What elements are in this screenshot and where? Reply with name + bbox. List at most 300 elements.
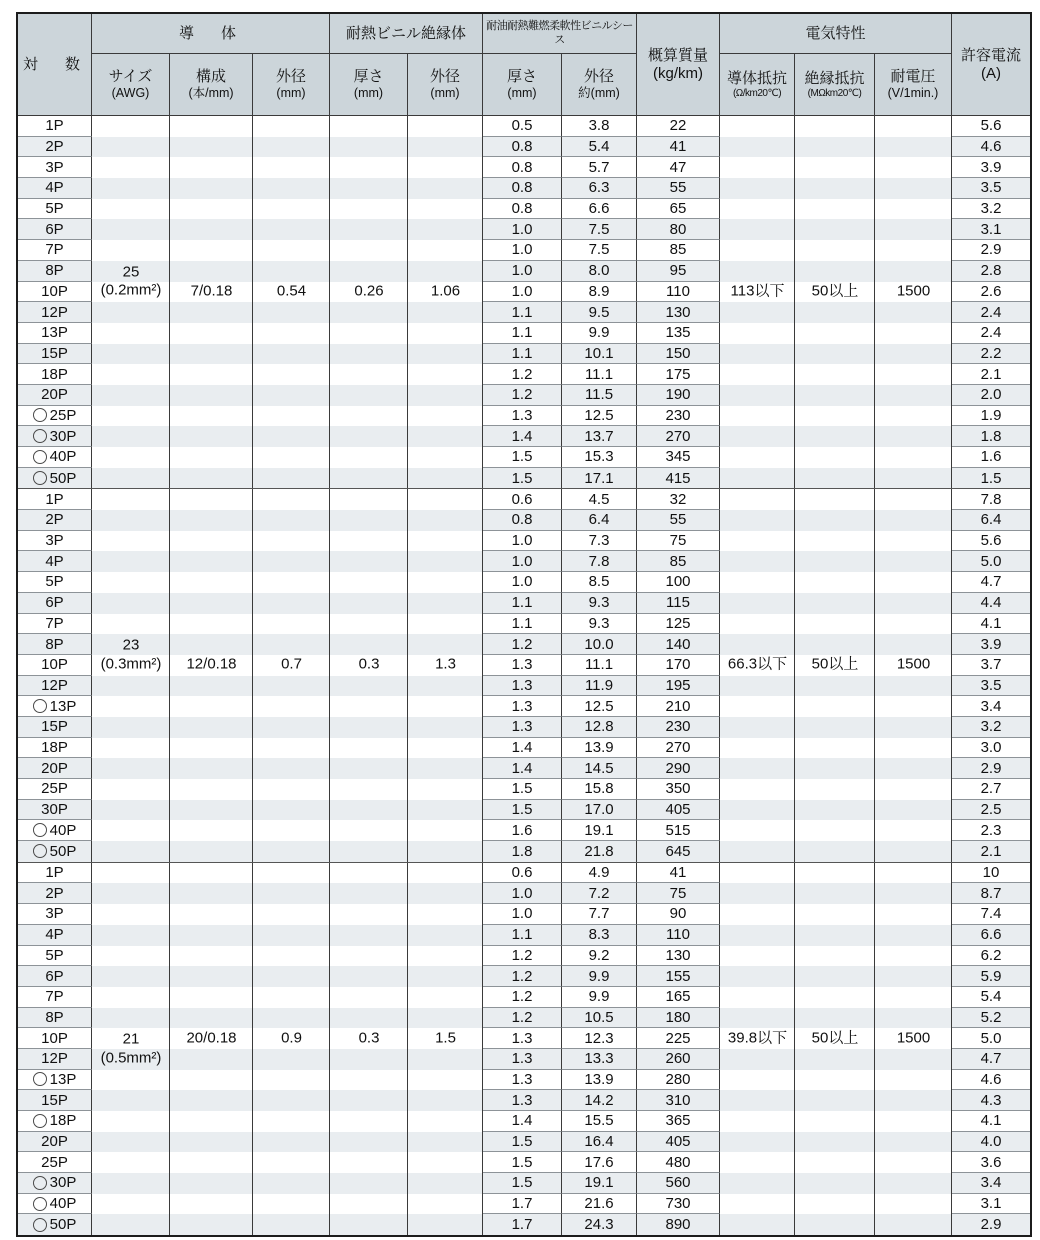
- merged-cell: [720, 219, 795, 240]
- merged-cell: [92, 489, 170, 510]
- mass-cell: 515: [637, 820, 720, 841]
- merged-cell: [875, 779, 952, 800]
- merged-cell: [720, 655, 795, 676]
- mass-cell: 95: [637, 261, 720, 282]
- merged-cell: [795, 1132, 875, 1153]
- pair-count-label: 2P: [45, 511, 64, 529]
- merged-cell: [720, 593, 795, 614]
- merged-cell: [253, 240, 330, 261]
- merged-cell: [408, 1070, 483, 1091]
- merged-cell: [720, 1008, 795, 1029]
- merged-cell: [875, 863, 952, 884]
- mass-cell: 65: [637, 199, 720, 220]
- mass-cell: 150: [637, 344, 720, 365]
- mass-cell: 41: [637, 137, 720, 158]
- merged-cell: [720, 1152, 795, 1173]
- current-cell: 2.4: [952, 323, 1030, 344]
- insulation-resistance-value: 50以上: [811, 1029, 859, 1047]
- insulation-od-value: 1.3: [435, 655, 456, 673]
- merged-cell: [253, 385, 330, 406]
- merged-cell: [253, 302, 330, 323]
- pair-block-1: [18, 116, 1030, 488]
- table-row: [18, 987, 1030, 1008]
- merged-cell: [92, 738, 170, 759]
- merged-cell: [875, 1090, 952, 1111]
- table-row: [18, 696, 1030, 717]
- merged-cell: [170, 468, 253, 489]
- merged-cell: [408, 1111, 483, 1132]
- header-pair-count: 対 数: [18, 14, 92, 116]
- merged-cell: [795, 904, 875, 925]
- sheath-od-cell: 14.2: [562, 1090, 637, 1111]
- merged-cell: [720, 406, 795, 427]
- merged-cell: [253, 946, 330, 967]
- merged-cell: [408, 966, 483, 987]
- merged-cell: [720, 531, 795, 552]
- sheath-od-cell: 11.9: [562, 676, 637, 697]
- merged-cell: [92, 883, 170, 904]
- merged-cell: [795, 841, 875, 862]
- merged-cell: [330, 1132, 408, 1153]
- merged-cell: [330, 1049, 408, 1070]
- merged-cell: [408, 676, 483, 697]
- insulation-thickness-value: 0.3: [358, 1029, 380, 1047]
- pair-count-cell: [18, 468, 92, 489]
- current-cell: 4.0: [952, 1132, 1030, 1153]
- merged-cell: [875, 426, 952, 447]
- merged-cell: [795, 655, 875, 676]
- sheath-thickness-cell: 1.0: [483, 219, 562, 240]
- merged-cell: [92, 510, 170, 531]
- merged-cell: [92, 551, 170, 572]
- mass-cell: 270: [637, 426, 720, 447]
- pair-count-cell: [18, 199, 92, 220]
- merged-cell: [795, 634, 875, 655]
- merged-cell: [875, 738, 952, 759]
- merged-cell: [795, 863, 875, 884]
- merged-cell: [408, 1214, 483, 1235]
- merged-cell: [795, 510, 875, 531]
- merged-cell: [720, 738, 795, 759]
- merged-cell: [720, 614, 795, 635]
- merged-cell: [92, 282, 170, 303]
- current-cell: 2.9: [980, 1216, 1002, 1234]
- pair-count-label: 2P: [45, 884, 64, 902]
- merged-cell: [408, 800, 483, 821]
- merged-cell: [170, 1214, 253, 1235]
- current-cell: 3.5: [952, 178, 1030, 199]
- header-mass: 概算質量 (kg/km): [637, 14, 720, 116]
- merged-cell: [253, 841, 330, 862]
- pair-count-label: 6P: [45, 220, 64, 238]
- mass-cell: 730: [637, 1194, 720, 1215]
- merged-cell: [720, 1194, 795, 1215]
- pair-count-cell: [18, 1008, 92, 1029]
- sheath-od-cell: 11.1: [562, 655, 637, 676]
- sheath-thickness-cell: 1.2: [483, 634, 562, 655]
- mass-cell: 32: [637, 489, 720, 510]
- sheath-od-cell: 9.9: [562, 987, 637, 1008]
- merged-cell: [330, 676, 408, 697]
- merged-cell: [170, 738, 253, 759]
- mass-cell: 85: [637, 240, 720, 261]
- current-cell: 7.4: [952, 904, 1030, 925]
- merged-cell: [170, 572, 253, 593]
- merged-cell: [330, 364, 408, 385]
- merged-cell: [92, 137, 170, 158]
- merged-cell: [875, 240, 952, 261]
- sheath-thickness-cell: 0.8: [483, 157, 562, 178]
- merged-cell: [720, 137, 795, 158]
- merged-cell: [720, 1028, 795, 1049]
- merged-cell: [875, 302, 952, 323]
- merged-cell: [253, 925, 330, 946]
- sheath-thickness-cell: 1.5: [483, 779, 562, 800]
- merged-cell: [170, 1152, 253, 1173]
- current-cell: 4.6: [952, 137, 1030, 158]
- merged-cell: [795, 696, 875, 717]
- merged-cell: [875, 261, 952, 282]
- merged-cell: [408, 240, 483, 261]
- sheath-thickness-cell: 1.6: [483, 820, 562, 841]
- merged-cell: [408, 1173, 483, 1194]
- merged-cell: [92, 593, 170, 614]
- merged-cell: [408, 468, 483, 489]
- mass-cell: 110: [637, 925, 720, 946]
- table-row: [18, 447, 1030, 468]
- merged-cell: [330, 758, 408, 779]
- pair-count-cell: [18, 966, 92, 987]
- pair-count-cell: [18, 1152, 92, 1173]
- pair-count-cell: [18, 676, 92, 697]
- merged-cell: [795, 717, 875, 738]
- merged-cell: [795, 468, 875, 489]
- merged-cell: [408, 883, 483, 904]
- sheath-thickness-cell: 1.1: [483, 593, 562, 614]
- current-cell: 3.2: [952, 717, 1030, 738]
- merged-cell: [875, 1132, 952, 1153]
- merged-cell: [408, 696, 483, 717]
- circle-mark-icon: [33, 429, 47, 443]
- merged-cell: [330, 841, 408, 862]
- mass-cell: 180: [637, 1008, 720, 1029]
- merged-cell: [720, 572, 795, 593]
- merged-cell: [330, 489, 408, 510]
- merged-cell: [330, 157, 408, 178]
- current-cell: 3.9: [952, 634, 1030, 655]
- mass-cell: 345: [637, 447, 720, 468]
- table-row: [18, 1008, 1030, 1029]
- merged-cell: [170, 323, 253, 344]
- merged-cell: [170, 302, 253, 323]
- merged-cell: [795, 447, 875, 468]
- merged-cell: [795, 779, 875, 800]
- merged-cell: [408, 385, 483, 406]
- table-row: [18, 738, 1030, 759]
- current-cell: 2.2: [952, 344, 1030, 365]
- sheath-thickness-cell: 1.0: [483, 531, 562, 552]
- merged-cell: [720, 323, 795, 344]
- pair-count-label: 18P: [49, 1112, 77, 1130]
- merged-cell: [170, 1049, 253, 1070]
- merged-cell: [170, 1028, 253, 1049]
- merged-cell: [253, 178, 330, 199]
- merged-cell: [720, 282, 795, 303]
- table-row: [18, 1111, 1030, 1132]
- mass-cell: 560: [637, 1173, 720, 1194]
- merged-cell: [330, 261, 408, 282]
- merged-cell: [170, 1194, 253, 1215]
- merged-cell: [720, 364, 795, 385]
- merged-cell: [330, 1111, 408, 1132]
- merged-cell: [92, 1111, 170, 1132]
- merged-cell: [92, 364, 170, 385]
- merged-cell: [408, 1194, 483, 1215]
- merged-cell: [170, 1070, 253, 1091]
- pair-count-label: 1P: [45, 490, 64, 508]
- merged-cell: [253, 676, 330, 697]
- merged-cell: [875, 904, 952, 925]
- sheath-thickness-cell: 1.5: [483, 468, 562, 489]
- current-cell: 2.6: [952, 282, 1030, 303]
- merged-cell: [330, 987, 408, 1008]
- pair-count-label: 12P: [41, 676, 68, 694]
- pair-count-label: 4P: [45, 179, 64, 197]
- merged-cell: [875, 1070, 952, 1091]
- current-cell: 3.6: [952, 1152, 1030, 1173]
- merged-cell: [170, 282, 253, 303]
- merged-cell: [875, 987, 952, 1008]
- mass-cell: 115: [637, 593, 720, 614]
- merged-cell: [795, 1008, 875, 1029]
- mass-cell: 350: [637, 779, 720, 800]
- merged-cell: [253, 1049, 330, 1070]
- merged-cell: [720, 240, 795, 261]
- table-row: [18, 1173, 1030, 1194]
- merged-cell: [795, 925, 875, 946]
- merged-cell: [92, 344, 170, 365]
- merged-cell: [170, 863, 253, 884]
- pair-count-label: 40P: [49, 1195, 77, 1213]
- merged-cell: [795, 946, 875, 967]
- header-allowable-current: 許容電流 (A): [952, 14, 1030, 116]
- merged-cell: [408, 178, 483, 199]
- size-value: 25 (0.2mm²): [100, 262, 162, 299]
- merged-cell: [253, 510, 330, 531]
- merged-cell: [330, 1194, 408, 1215]
- merged-cell: [170, 779, 253, 800]
- sheath-od-cell: 9.3: [562, 593, 637, 614]
- sheath-od-cell: 11.5: [562, 385, 637, 406]
- sheath-thickness-cell: 1.4: [483, 738, 562, 759]
- current-cell: 1.6: [952, 447, 1030, 468]
- pair-count-label: 5P: [45, 200, 64, 218]
- sheath-thickness-cell: 1.5: [483, 447, 562, 468]
- merged-cell: [408, 426, 483, 447]
- header-insulation-resistance: 絶縁抵抗 (MΩkm20℃): [795, 54, 875, 116]
- insulation-od-value: 1.5: [435, 1029, 456, 1047]
- table-row: [18, 137, 1030, 158]
- merged-cell: [253, 738, 330, 759]
- sheath-od-cell: 16.4: [562, 1132, 637, 1153]
- current-cell: 4.3: [952, 1090, 1030, 1111]
- table-row: [18, 302, 1030, 323]
- pair-count-cell: [18, 572, 92, 593]
- current-cell: 3.9: [952, 157, 1030, 178]
- merged-cell: [408, 1132, 483, 1153]
- current-cell: 8.7: [952, 883, 1030, 904]
- mass-cell: 80: [637, 219, 720, 240]
- sheath-thickness-cell: 1.1: [483, 302, 562, 323]
- circle-mark-icon: [33, 1176, 47, 1190]
- merged-cell: [720, 116, 795, 137]
- current-cell: 4.1: [952, 614, 1030, 635]
- merged-cell: [795, 385, 875, 406]
- sheath-od-cell: 4.5: [562, 489, 637, 510]
- merged-cell: [720, 1090, 795, 1111]
- pair-count-label: 8P: [45, 262, 64, 280]
- sheath-od-cell: 6.4: [562, 510, 637, 531]
- header-withstand-voltage: 耐電圧 (V/1min.): [875, 54, 952, 116]
- conductor-resistance-value: 113以下: [730, 282, 785, 300]
- current-cell: 1.8: [952, 426, 1030, 447]
- merged-cell: [170, 178, 253, 199]
- merged-cell: [330, 634, 408, 655]
- sheath-thickness-cell: 1.3: [483, 696, 562, 717]
- merged-cell: [720, 551, 795, 572]
- mass-cell: 260: [637, 1049, 720, 1070]
- insulation-od-value: 1.06: [430, 282, 461, 300]
- merged-cell: [875, 966, 952, 987]
- mass-cell: 890: [637, 1214, 720, 1235]
- merged-cell: [92, 1028, 170, 1049]
- merged-cell: [408, 1152, 483, 1173]
- merged-cell: [720, 863, 795, 884]
- merged-cell: [330, 1090, 408, 1111]
- pair-count-label: 20P: [41, 759, 68, 777]
- table-row: [18, 863, 1030, 884]
- mass-cell: 270: [637, 738, 720, 759]
- pair-count-cell: [18, 779, 92, 800]
- merged-cell: [92, 199, 170, 220]
- pair-count-label: 1P: [45, 117, 64, 135]
- sheath-od-cell: 4.9: [562, 863, 637, 884]
- sheath-thickness-cell: 1.2: [483, 946, 562, 967]
- merged-cell: [92, 116, 170, 137]
- pair-count-cell: [18, 385, 92, 406]
- table-row: [18, 1194, 1030, 1215]
- pair-count-cell: [18, 489, 92, 510]
- sheath-od-cell: 10.1: [562, 344, 637, 365]
- table-row: [18, 655, 1030, 676]
- mass-cell: 100: [637, 572, 720, 593]
- header-group-electrical: 電気特性: [720, 14, 952, 54]
- merged-cell: [720, 841, 795, 862]
- merged-cell: [92, 1214, 170, 1235]
- table-row: [18, 800, 1030, 821]
- pair-count-label: 5P: [45, 573, 64, 591]
- mass-cell: 280: [637, 1070, 720, 1091]
- merged-cell: [330, 406, 408, 427]
- sheath-thickness-cell: 1.4: [483, 1111, 562, 1132]
- table-row: [18, 406, 1030, 427]
- merged-cell: [795, 219, 875, 240]
- merged-cell: [795, 1194, 875, 1215]
- pair-count-label: 50P: [49, 1216, 77, 1234]
- table-row: [18, 468, 1030, 489]
- current-cell: 3.1: [952, 1194, 1030, 1215]
- merged-cell: [92, 219, 170, 240]
- merged-cell: [253, 489, 330, 510]
- pair-count-cell: [18, 157, 92, 178]
- merged-cell: [408, 1028, 483, 1049]
- merged-cell: [253, 717, 330, 738]
- merged-cell: [170, 116, 253, 137]
- sheath-od-cell: 7.2: [562, 883, 637, 904]
- merged-cell: [92, 904, 170, 925]
- header-conductor-od: 外径 (mm): [253, 54, 330, 116]
- sheath-thickness-cell: 1.3: [483, 1070, 562, 1091]
- sheath-thickness-cell: 1.0: [483, 883, 562, 904]
- pair-count-label: 25P: [41, 780, 68, 798]
- pair-count-label: 10P: [41, 282, 68, 300]
- merged-cell: [92, 447, 170, 468]
- pair-count-cell: [18, 240, 92, 261]
- current-cell: 3.5: [952, 676, 1030, 697]
- sheath-thickness-cell: 1.1: [483, 614, 562, 635]
- merged-cell: [720, 1173, 795, 1194]
- pair-count-cell: [18, 696, 92, 717]
- merged-cell: [720, 447, 795, 468]
- pair-count-cell: [18, 863, 92, 884]
- merged-cell: [408, 1049, 483, 1070]
- merged-cell: [720, 199, 795, 220]
- sheath-od-cell: 7.8: [562, 551, 637, 572]
- mass-cell: 55: [637, 510, 720, 531]
- pair-count-label: 8P: [45, 1008, 64, 1026]
- mass-cell: 405: [637, 1132, 720, 1153]
- pair-count-cell: [18, 1173, 92, 1194]
- pair-count-cell: [18, 323, 92, 344]
- sheath-od-cell: 15.5: [562, 1111, 637, 1132]
- table-row: [18, 676, 1030, 697]
- pair-count-cell: [18, 1111, 92, 1132]
- sheath-od-cell: 15.8: [562, 779, 637, 800]
- sheath-od-cell: 7.7: [562, 904, 637, 925]
- mass-cell: 47: [637, 157, 720, 178]
- merged-cell: [795, 116, 875, 137]
- table-row: [18, 531, 1030, 552]
- merged-cell: [170, 966, 253, 987]
- current-cell: 3.1: [952, 219, 1030, 240]
- merged-cell: [92, 240, 170, 261]
- table-row: [18, 1049, 1030, 1070]
- merged-cell: [170, 510, 253, 531]
- merged-cell: [253, 1214, 330, 1235]
- merged-cell: [92, 1194, 170, 1215]
- merged-cell: [92, 323, 170, 344]
- merged-cell: [720, 426, 795, 447]
- merged-cell: [170, 137, 253, 158]
- sheath-od-cell: 12.5: [562, 696, 637, 717]
- table-body: [18, 116, 1030, 1235]
- pair-count-label: 30P: [49, 427, 77, 445]
- merged-cell: [795, 758, 875, 779]
- merged-cell: [795, 614, 875, 635]
- sheath-thickness-cell: 0.6: [483, 489, 562, 510]
- merged-cell: [330, 655, 408, 676]
- current-cell: 4.6: [952, 1070, 1030, 1091]
